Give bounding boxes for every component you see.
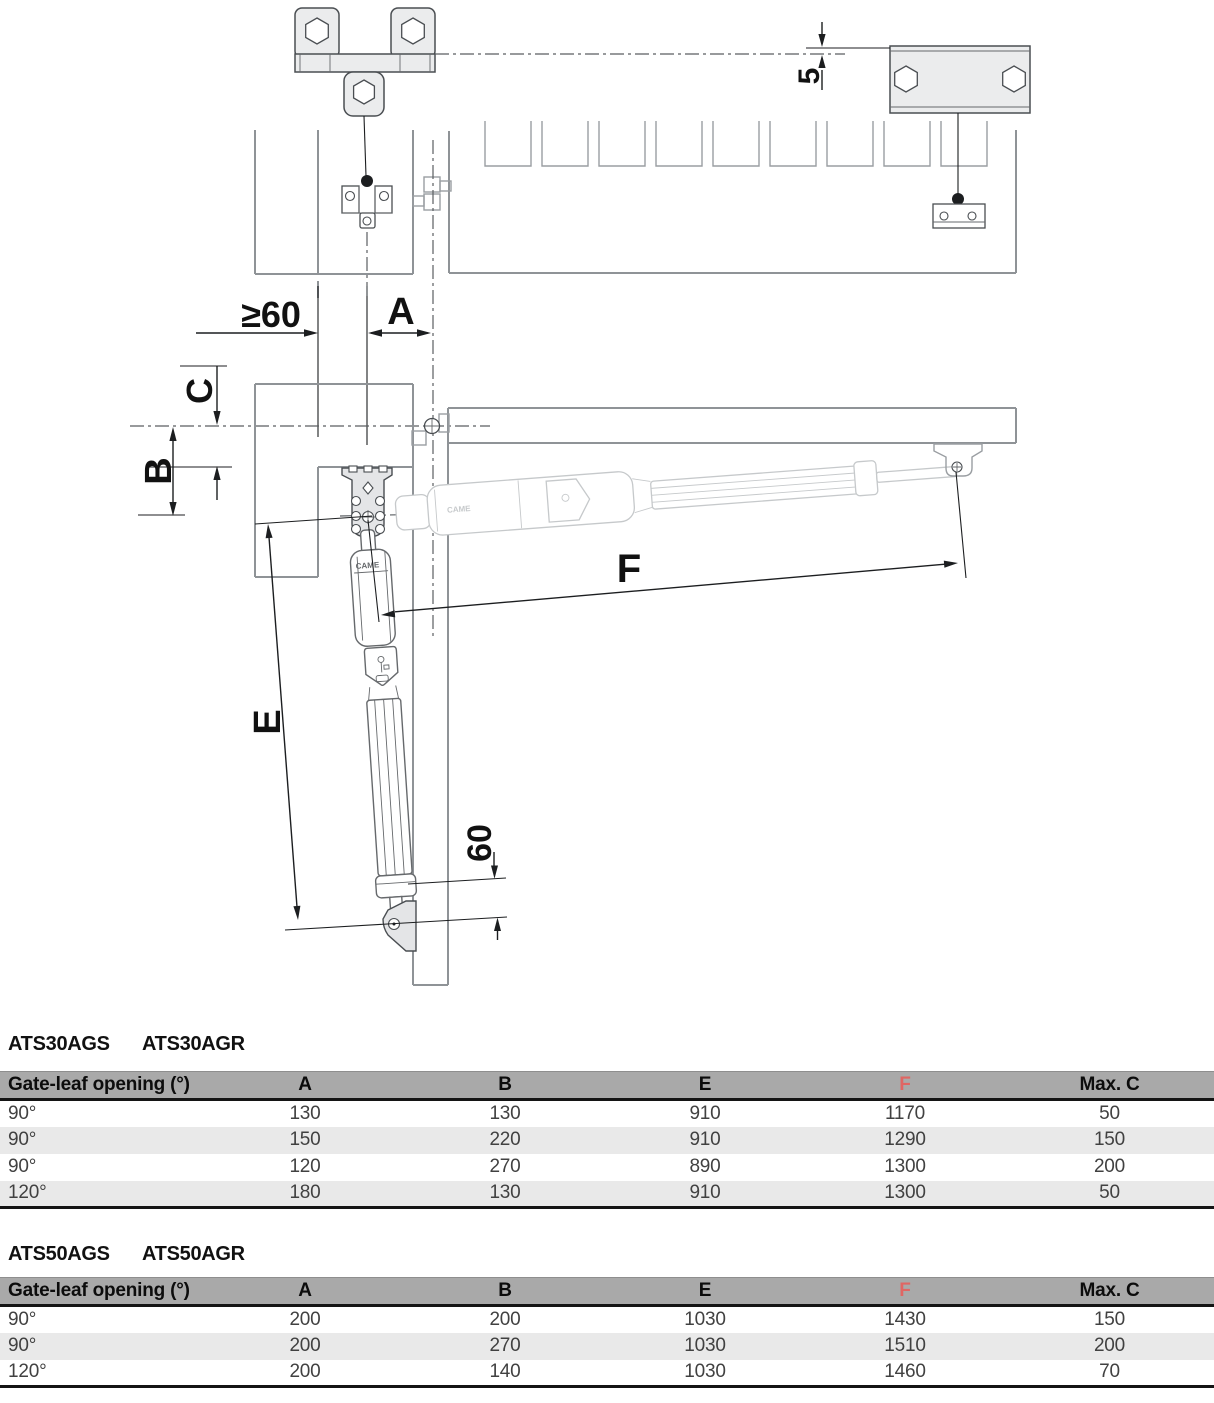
callout-dot [361, 175, 373, 187]
pillar-plan-view [255, 130, 413, 298]
table-header-row [0, 1072, 1214, 1100]
table-row: 90° 120 270 890 1300 200 [8, 1156, 1126, 1177]
came-logo: CAME [355, 560, 380, 571]
column-header: Max. C [1079, 1074, 1140, 1095]
column-header: E [698, 1074, 712, 1095]
dim-60-label: 60 [461, 824, 499, 862]
column-header: A [298, 1280, 312, 1301]
hex-bolt-icon [306, 18, 329, 44]
pillar-bracket-plan [342, 186, 392, 228]
rear-bracket [342, 466, 392, 537]
model-name: ATS30AGS [8, 1033, 110, 1055]
hex-bolt-icon [354, 80, 375, 104]
gate-plate-assembly [890, 46, 1030, 228]
spec-table-ats30 [0, 1071, 1214, 1209]
column-header-f: F [899, 1280, 911, 1301]
dimension-60 [408, 824, 506, 940]
dim-e-label: E [247, 709, 289, 735]
came-logo: CAME [446, 503, 471, 515]
callout-dot [952, 193, 964, 205]
dimension-b [138, 427, 185, 516]
table-row: 120° 200 140 1030 1460 70 [8, 1361, 1120, 1383]
column-header: B [498, 1280, 512, 1301]
model-titles-ats30 [0, 1033, 1214, 1057]
dim-a-label: A [387, 291, 415, 333]
dimension-ge60-a [196, 286, 431, 445]
actuator-open-ghost [394, 446, 958, 538]
gate-slats [485, 121, 987, 166]
spec-table-ats50 [0, 1277, 1214, 1388]
hex-bolt-icon [1003, 66, 1026, 92]
table-row: 90° 200 270 1030 1510 200 [0, 1333, 1214, 1360]
front-bracket-bottom [383, 901, 416, 951]
model-name: ATS50AGR [142, 1243, 245, 1265]
dimension-5 [435, 22, 890, 90]
column-header: Gate-leaf opening (°) [8, 1280, 190, 1301]
table-header-row [0, 1278, 1214, 1306]
actuator-closed [348, 528, 417, 914]
table-row: 90° 150 220 910 1290 150 [0, 1127, 1214, 1154]
column-header: E [698, 1280, 712, 1301]
gate-hinge-plan [413, 177, 451, 210]
hex-bolt-icon [402, 18, 425, 44]
hex-bolt-icon [895, 66, 918, 92]
table-row: 90° 200 200 1030 1430 150 [8, 1308, 1126, 1330]
dim-c-label: C [179, 378, 220, 404]
model-name: ATS30AGR [142, 1033, 245, 1055]
column-header: Gate-leaf opening (°) [8, 1074, 190, 1095]
column-header: Max. C [1079, 1280, 1140, 1301]
table-row: 90° 130 130 910 1170 50 [8, 1102, 1120, 1124]
table-row: 120° 180 130 910 1300 50 [0, 1181, 1214, 1208]
column-header: B [498, 1074, 512, 1095]
dim-ge60-label: ≥60 [241, 294, 301, 335]
model-titles-ats50 [0, 1243, 1214, 1267]
gate-leaf-plan-view [413, 121, 1016, 273]
closed-gate-leaf [413, 384, 448, 985]
column-header: A [298, 1074, 312, 1095]
dim-5-label: 5 [793, 67, 826, 85]
column-header-f: F [899, 1074, 911, 1095]
dim-f-label: F [616, 547, 642, 591]
open-gate-leaf [412, 408, 1016, 445]
model-name: ATS50AGS [8, 1243, 110, 1265]
pillar-lower-view [255, 384, 413, 577]
dim-b-label: B [138, 457, 180, 485]
